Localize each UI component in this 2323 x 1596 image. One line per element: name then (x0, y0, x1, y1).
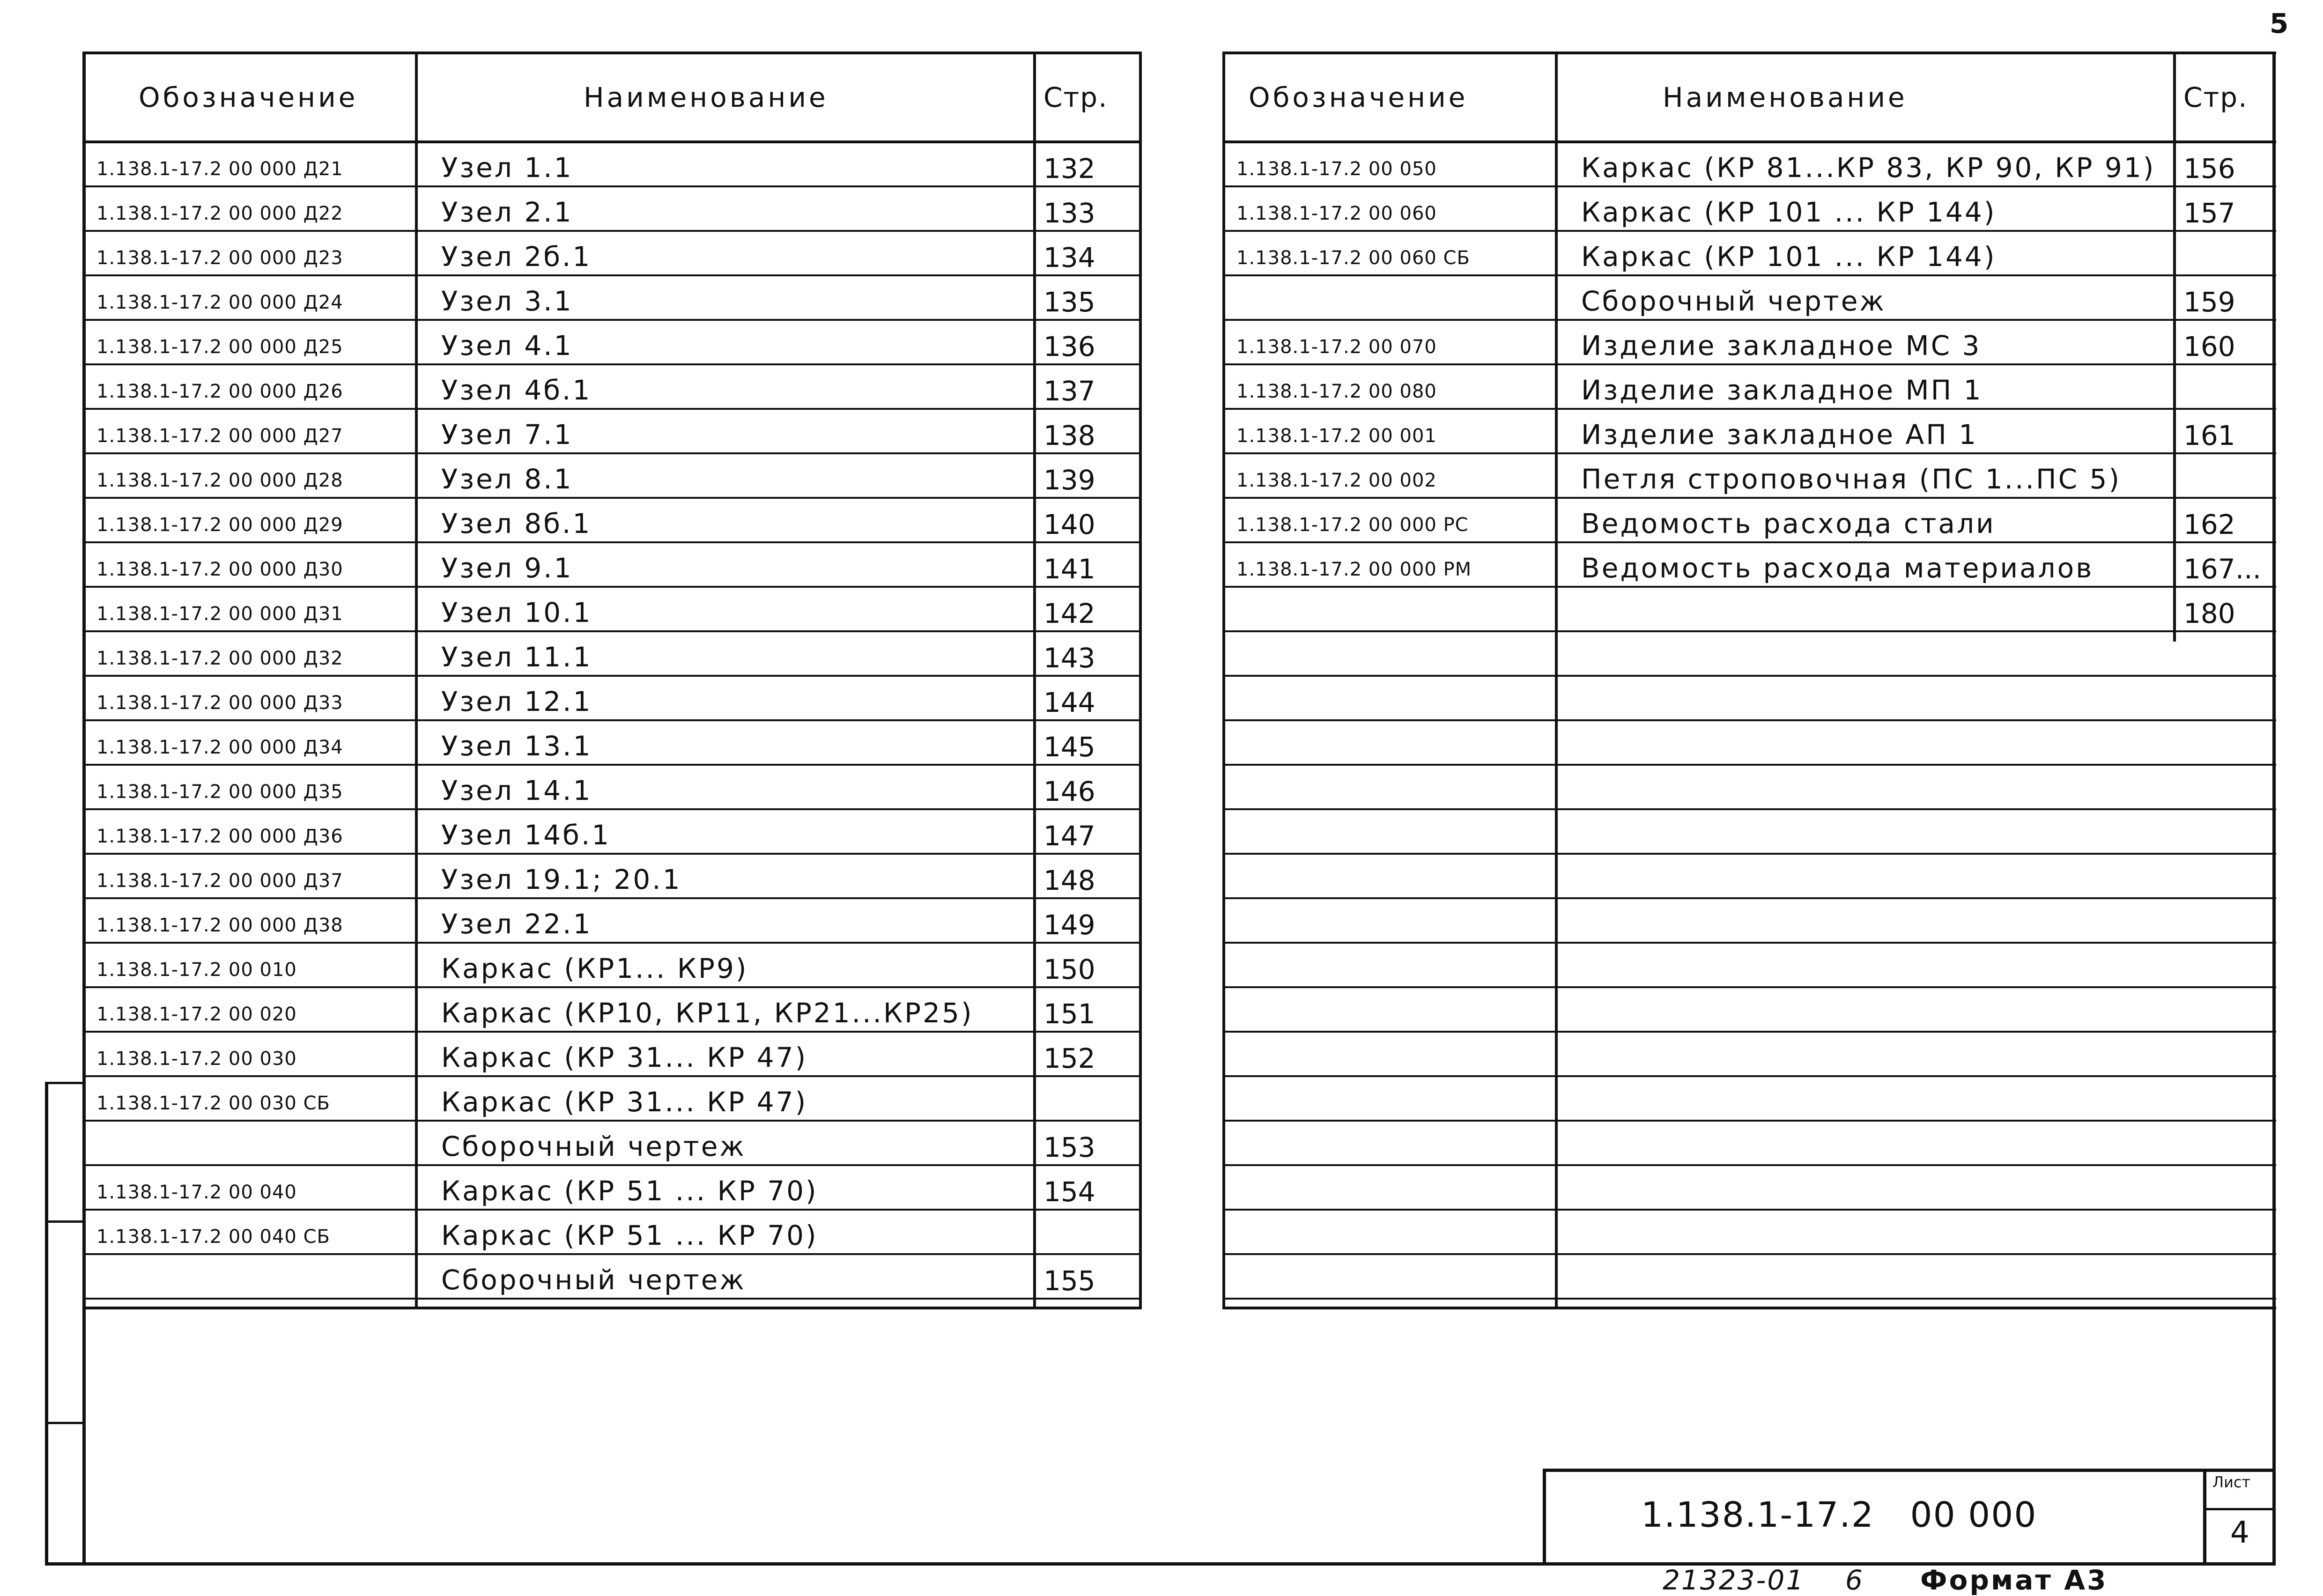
table-row (82, 188, 1142, 232)
page-cell: 149 (1043, 909, 1095, 941)
page-cell: 156 (2183, 153, 2235, 185)
page-cell: 147 (1043, 820, 1095, 852)
name-cell: Каркас (КР 81...КР 83, КР 90, КР 91) (1581, 152, 2156, 184)
page-cell: 162 (2183, 509, 2235, 540)
designation-cell: 1.138.1-17.2 00 040 СБ (96, 1226, 330, 1248)
name-cell: Узел 1.1 (441, 152, 573, 184)
designation-cell: 1.138.1-17.2 00 000 Д31 (96, 603, 343, 625)
table-row (1222, 188, 2276, 232)
name-cell: Узел 3.1 (441, 285, 573, 317)
table-row (82, 1033, 1142, 1078)
table-row (82, 855, 1142, 900)
name-cell: Узел 13.1 (441, 730, 592, 762)
page-cell: 154 (1043, 1176, 1095, 1208)
paper-format: Формат А3 (1920, 1564, 2108, 1596)
table-row (1222, 321, 2276, 366)
table-row (1222, 143, 2276, 188)
name-cell: Узел 4б.1 (441, 374, 592, 406)
name-cell: Изделие закладное МС 3 (1581, 330, 1982, 362)
page-cell: 142 (1043, 598, 1095, 629)
designation-cell: 1.138.1-17.2 00 000 Д35 (96, 781, 343, 803)
page-cell: 140 (1043, 509, 1095, 540)
sheet-number: 4 (2230, 1515, 2249, 1550)
name-cell: Сборочный чертеж (441, 1130, 746, 1162)
table-row (82, 143, 1142, 188)
table-row (82, 499, 1142, 544)
inventory-number: 21323-01 (1663, 1564, 1805, 1596)
table-row (82, 277, 1142, 321)
table-row (82, 455, 1142, 499)
name-cell: Узел 11.1 (441, 641, 592, 673)
name-cell: Каркас (КР 31... КР 47) (441, 1042, 808, 1073)
designation-cell: 1.138.1-17.2 00 000 РС (1236, 514, 1469, 536)
name-cell: Каркас (КР 101 ... КР 144) (1581, 196, 1997, 228)
designation-cell: 1.138.1-17.2 00 000 Д21 (96, 158, 343, 180)
designation-cell: 1.138.1-17.2 00 000 Д32 (96, 648, 343, 669)
designation-cell: 1.138.1-17.2 00 000 Д22 (96, 203, 343, 224)
table-row (82, 900, 1142, 944)
designation-cell: 1.138.1-17.2 00 070 (1236, 336, 1437, 358)
page-cell: 180 (2183, 598, 2235, 629)
name-cell: Изделие закладное МП 1 (1581, 374, 1983, 406)
name-cell: Каркас (КР 31... КР 47) (441, 1086, 808, 1118)
header-page-right: Стр. (2183, 81, 2248, 113)
name-cell: Узел 9.1 (441, 552, 573, 584)
page-cell: 151 (1043, 998, 1095, 1030)
designation-cell: 1.138.1-17.2 00 060 СБ (1236, 247, 1470, 269)
designation-cell: 1.138.1-17.2 00 000 Д27 (96, 425, 343, 447)
designation-cell: 1.138.1-17.2 00 000 РМ (1236, 559, 1472, 580)
designation-cell: 1.138.1-17.2 00 010 (96, 959, 297, 981)
table-row (1222, 499, 2276, 544)
designation-cell: 1.138.1-17.2 00 030 СБ (96, 1093, 330, 1114)
name-cell: Узел 14б.1 (441, 819, 611, 851)
header-name-right: Наименование (1663, 81, 1908, 113)
table-row (82, 1122, 1142, 1167)
header-designation-right: Обозначение (1249, 81, 1468, 113)
table-row (1222, 410, 2276, 455)
designation-cell: 1.138.1-17.2 00 000 Д38 (96, 915, 343, 936)
designation-cell: 1.138.1-17.2 00 000 Д29 (96, 514, 343, 536)
name-cell: Каркас (КР 101 ... КР 144) (1581, 241, 1997, 273)
designation-cell: 1.138.1-17.2 00 000 Д36 (96, 826, 343, 847)
designation-cell: 1.138.1-17.2 00 030 (96, 1048, 297, 1070)
name-cell: Сборочный чертеж (441, 1264, 746, 1296)
page-cell: 135 (1043, 286, 1095, 318)
table-row (82, 1256, 1142, 1300)
designation-cell: 1.138.1-17.2 00 000 Д37 (96, 870, 343, 892)
page-number: 5 (2270, 7, 2289, 39)
page-cell: 136 (1043, 331, 1095, 362)
designation-cell: 1.138.1-17.2 00 050 (1236, 158, 1437, 180)
page-cell: 155 (1043, 1265, 1095, 1297)
table-row (1222, 366, 2276, 410)
page-cell: 160 (2183, 331, 2235, 362)
header-name: Наименование (584, 81, 829, 113)
table-row (1222, 544, 2276, 588)
name-cell: Узел 8.1 (441, 463, 573, 495)
designation-cell: 1.138.1-17.2 00 000 Д24 (96, 292, 343, 313)
page-cell: 137 (1043, 375, 1095, 407)
table-row (82, 811, 1142, 855)
name-cell: Каркас (КР1... КР9) (441, 953, 748, 984)
header-designation: Обозначение (139, 81, 358, 113)
designation-cell: 1.138.1-17.2 00 000 Д23 (96, 247, 343, 269)
name-cell: Узел 19.1; 20.1 (441, 864, 682, 895)
table-row (82, 1078, 1142, 1122)
title-block (1543, 1469, 2273, 1562)
page-cell: 152 (1043, 1042, 1095, 1074)
designation-cell: 1.138.1-17.2 00 000 Д26 (96, 381, 343, 402)
table-row (82, 321, 1142, 366)
table-row (82, 633, 1142, 677)
name-cell: Узел 2б.1 (441, 241, 592, 273)
document-code: 1.138.1-17.2 00 000 (1641, 1495, 2037, 1535)
copy-number: 6 (1845, 1564, 1863, 1596)
designation-cell: 1.138.1-17.2 00 060 (1236, 203, 1437, 224)
page-cell: 146 (1043, 776, 1095, 807)
header-page: Стр. (1043, 81, 1108, 113)
table-row (82, 588, 1142, 633)
page-cell: 138 (1043, 420, 1095, 451)
page-cell: 157 (2183, 197, 2235, 229)
page-cell: 150 (1043, 953, 1095, 985)
table-row (82, 544, 1142, 588)
name-cell: Каркас (КР 51 ... КР 70) (441, 1219, 818, 1251)
page-cell: 159 (2183, 286, 2235, 318)
table-row (82, 366, 1142, 410)
table-row (82, 766, 1142, 811)
name-cell: Узел 10.1 (441, 597, 592, 628)
name-cell: Каркас (КР 51 ... КР 70) (441, 1175, 818, 1207)
designation-cell: 1.138.1-17.2 00 000 Д28 (96, 470, 343, 491)
designation-cell: 1.138.1-17.2 00 000 Д30 (96, 559, 343, 580)
designation-cell: 1.138.1-17.2 00 080 (1236, 381, 1437, 402)
table-row (1222, 277, 2276, 321)
name-cell: Узел 8б.1 (441, 508, 592, 539)
table-row (82, 944, 1142, 989)
table-row (1222, 455, 2276, 499)
name-cell: Узел 2.1 (441, 196, 573, 228)
table-row (82, 410, 1142, 455)
page-cell: 132 (1043, 153, 1095, 185)
designation-cell: 1.138.1-17.2 00 040 (96, 1182, 297, 1203)
sheet-label: Лист (2212, 1473, 2251, 1491)
contents-table-left (82, 52, 1142, 1309)
page-cell: 148 (1043, 864, 1095, 896)
designation-cell: 1.138.1-17.2 00 002 (1236, 470, 1437, 491)
name-cell: Ведомость расхода стали (1581, 508, 1996, 539)
table-row (82, 677, 1142, 722)
table-row (82, 989, 1142, 1033)
name-cell: Каркас (КР10, КР11, КР21...КР25) (441, 997, 974, 1029)
designation-cell: 1.138.1-17.2 00 000 Д34 (96, 737, 343, 758)
page-cell: 141 (1043, 553, 1095, 585)
table-row (82, 1167, 1142, 1211)
page-cell: 167... (2183, 553, 2262, 585)
name-cell: Узел 14.1 (441, 775, 592, 806)
name-cell: Изделие закладное АП 1 (1581, 419, 1978, 451)
table-row (82, 1211, 1142, 1256)
name-cell: Узел 7.1 (441, 419, 573, 451)
page-cell: 139 (1043, 464, 1095, 496)
page-cell: 161 (2183, 420, 2235, 451)
name-cell: Узел 4.1 (441, 330, 573, 362)
name-cell: Узел 22.1 (441, 908, 592, 940)
name-cell: Ведомость расхода материалов (1581, 552, 2094, 584)
name-cell: Сборочный чертеж (1581, 285, 1886, 317)
table-row (82, 722, 1142, 766)
page-cell: 143 (1043, 642, 1095, 674)
designation-cell: 1.138.1-17.2 00 000 Д33 (96, 692, 343, 714)
page-cell: 134 (1043, 242, 1095, 273)
table-row (1222, 232, 2276, 277)
page-cell: 133 (1043, 197, 1095, 229)
designation-cell: 1.138.1-17.2 00 000 Д25 (96, 336, 343, 358)
designation-cell: 1.138.1-17.2 00 001 (1236, 425, 1437, 447)
page-cell: 144 (1043, 687, 1095, 718)
designation-cell: 1.138.1-17.2 00 020 (96, 1004, 297, 1025)
contents-table-right (1222, 52, 2276, 1309)
page-cell: 153 (1043, 1131, 1095, 1163)
table-row (82, 232, 1142, 277)
name-cell: Петля строповочная (ПС 1...ПС 5) (1581, 463, 2122, 495)
page-cell: 145 (1043, 731, 1095, 763)
name-cell: Узел 12.1 (441, 686, 592, 717)
table-row (1222, 588, 2276, 633)
